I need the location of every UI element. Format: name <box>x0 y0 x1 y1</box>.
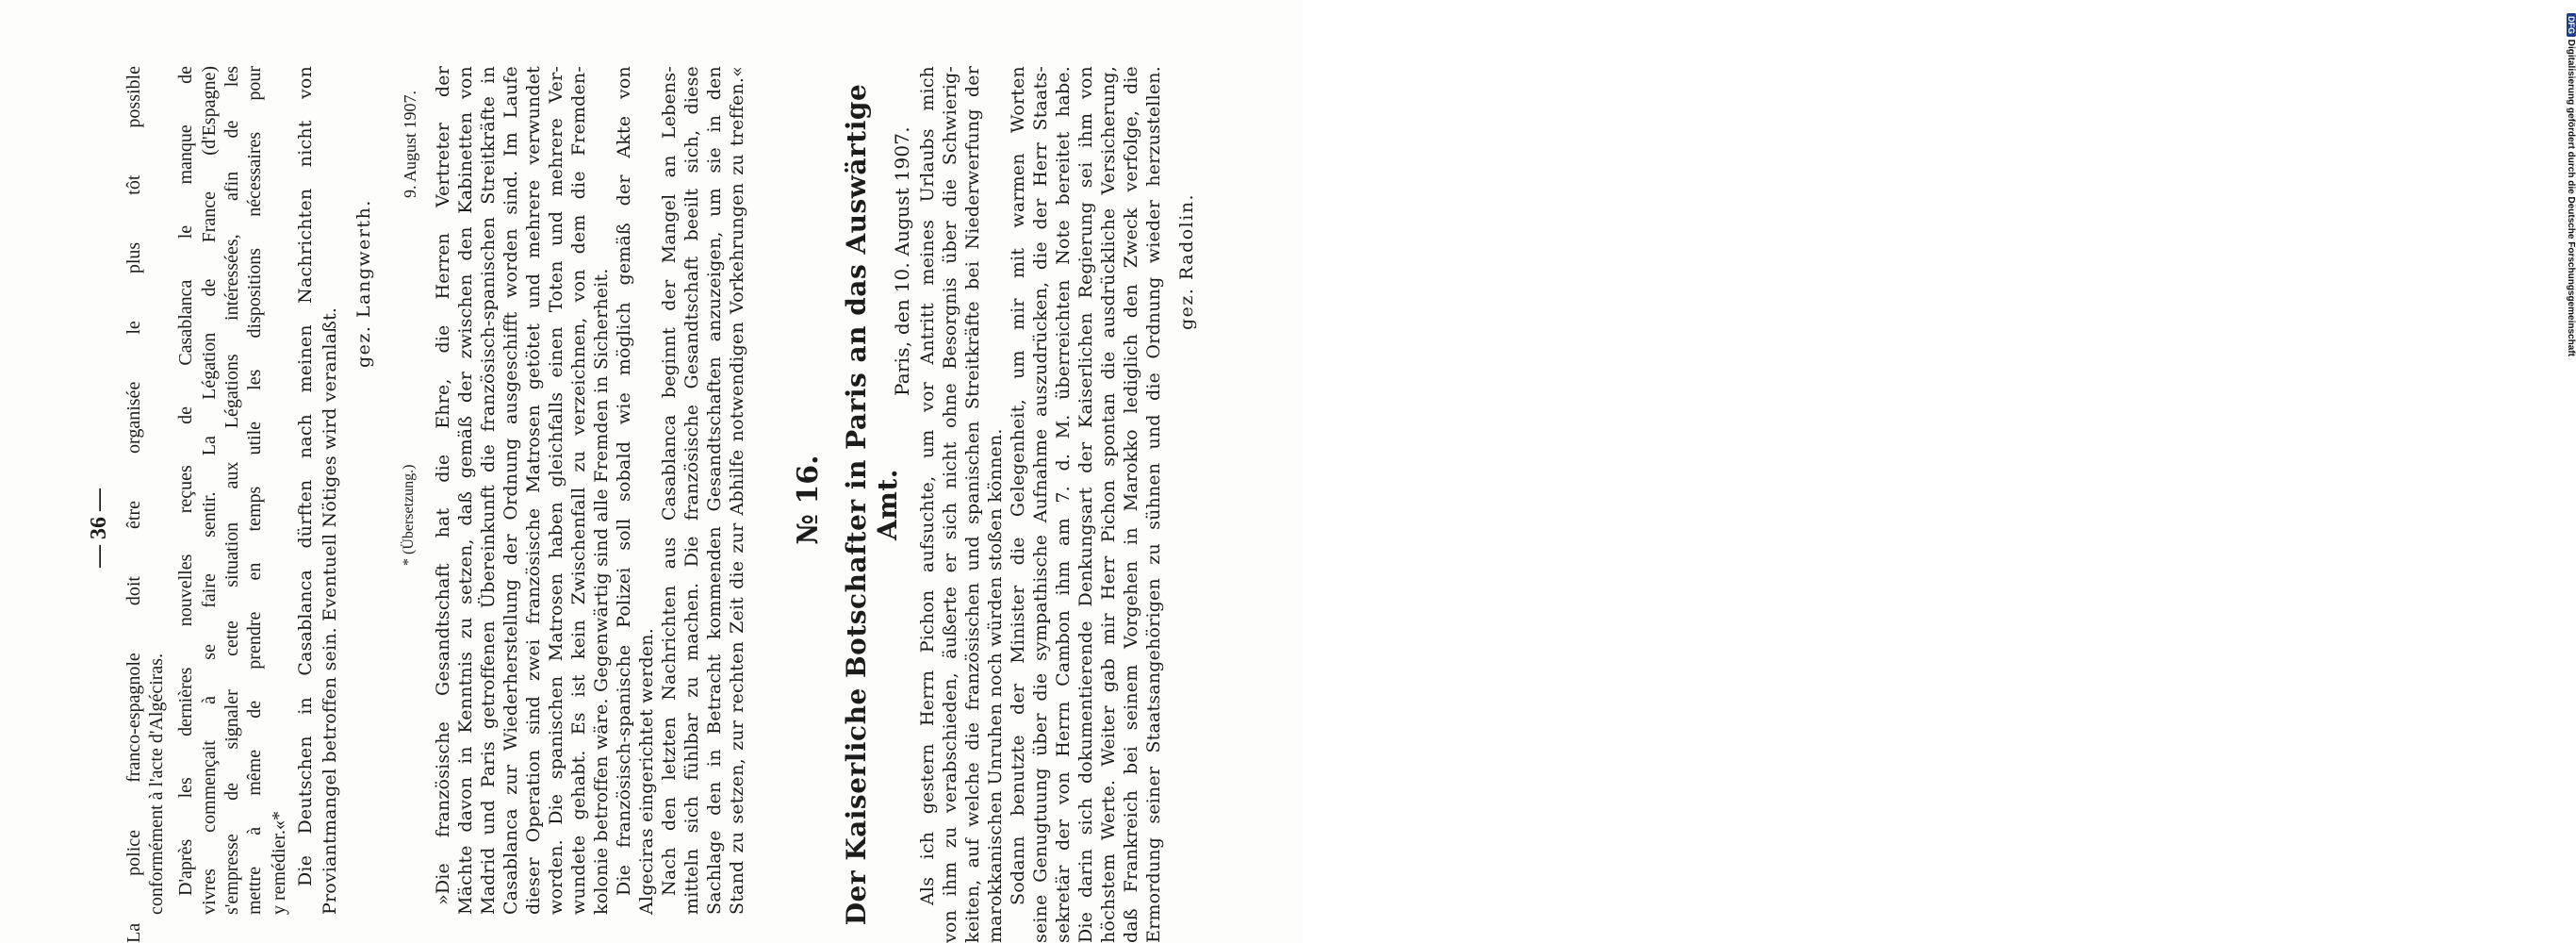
document-line: sekretär der von Herrn Cambon ihm am 7. d. M. überreichten Note bereitet habe. <box>1053 66 1074 943</box>
french-line: D'après les dernières nouvelles reçues de Casablanca le manque de <box>175 66 196 896</box>
signature: gez. Radolin. <box>1176 192 1197 330</box>
translation-line: Mächte davon in Kenntnis zu setzen, daß gemäß der zwischen den Kabinetten von <box>455 66 476 915</box>
translation-line: »Die französische Gesandtschaft hat die Ehre, die Herren Vertreter der <box>433 66 453 905</box>
german-line: Proviantmangel betroffen sein. Eventuell Nötiges wird veranlaßt. <box>320 306 340 915</box>
translation-line: Nach den letzten Nachrichten aus Casablanca beginnt der Mangel an Lebens- <box>659 66 680 896</box>
credit-label: Digitalisierung gefördert durch die Deutsche Forschungsgemeinschaft <box>2566 39 2576 356</box>
credit-sidebar <box>1281 0 2576 943</box>
document-line: Ermordung seiner Staatsangehörigen zu sühnen und die Ordnung wieder herzustellen. <box>1143 66 1164 943</box>
translation-line: Madrid und Paris getroffenen Übereinkunft die französisch-spanischen Streitkräfte in <box>478 66 499 915</box>
french-line: s'empresse de signaler cette situation aux Légations intéressées, afin de les <box>222 66 242 915</box>
signature: gez. Langwerth. <box>353 199 374 368</box>
document-line: höchstem Werte. Weiter gab mir Herr Pichon spontan die ausdrückliche Versicherung, <box>1098 66 1119 943</box>
french-line: La police franco-espagnole doit être organisée le plus tôt possible <box>123 66 144 943</box>
document-line: marokkanischen Unruhen noch würden stoßen können. <box>985 428 1006 943</box>
document-line: Sodann benutzte der Minister die Gelegenheit, um mir mit warmen Worten <box>1008 66 1028 905</box>
page-number: — 36 — <box>87 488 111 568</box>
french-line: y remédier.«* <box>269 811 289 915</box>
document-line: keiten, auf welche die französischen und spanischen Streitkräfte bei Niederwerfung der <box>962 66 983 943</box>
document-line: von ihm zu verabschieden, äußerte er sich nicht ohne Besorgnis über die Schwierig- <box>940 66 960 943</box>
german-line: Die Deutschen in Casablanca dürften nach meinen Nachrichten nicht von <box>295 66 316 886</box>
translation-line: mitteln sich fühlbar zu machen. Die französische Gesandtschaft beeilt sich, diese <box>681 66 702 915</box>
translation-marker: * (Übersetzung.) <box>401 464 417 566</box>
french-line: vivres commençait à se faire sentir. La Légation de France (d'Espagne) <box>199 66 220 915</box>
translation-line: wundete gehabt. Es ist kein Zwischenfall zu verzeichnen, von dem die Fremden- <box>568 66 589 915</box>
document-heading: Der Kaiserliche Botschafter in Paris an das Auswärtige Amt. <box>841 83 903 926</box>
dfg-logo: DFG <box>2567 13 2576 37</box>
document-line: Die darin sich dokumentierende Denkungsart der Kaiserlichen Regierung sei ihm von <box>1075 66 1096 943</box>
translation-line: Casablanca zur Wiederherstellung der Ordnung ausgeschifft worden sind. Im Laufe <box>500 66 521 915</box>
translation-line: worden. Die spanischen Matrosen haben gleichfalls einen Toten und mehrere Ver- <box>546 66 566 915</box>
translation-line: Stand zu setzen, zur rechten Zeit die zur Abhilfe notwendigen Vorkehrungen zu treffen.« <box>727 66 747 915</box>
translation-line: Die französisch-spanische Polizei soll sobald wie möglich gemäß der Akte von <box>614 66 634 896</box>
french-line: mettre à même de prendre en temps utile les dispositions nécessaires pour <box>244 66 265 915</box>
document-line: seine Genugtuung über die sympathische Aufnahme auszudrücken, die der Herr Staats- <box>1030 66 1051 943</box>
document-line: Als ich gestern Herrn Pichon aufsuchte, um vor Antritt meines Urlaubs mich <box>917 66 938 905</box>
credit-text <box>2566 9 2576 356</box>
translation-line: dieser Operation sind zwei französische Matrosen getötet und mehrere verwundet <box>523 66 544 915</box>
document-date: Paris, den 10. August 1907. <box>891 126 913 396</box>
translation-line: kolonie betroffen wäre. Gegenwärtig sind alle Fremden in Sicherheit. <box>591 268 612 915</box>
french-line: conformément à l'acte d'Algéciras. <box>146 653 167 915</box>
translation-line: Sachlage den in Betracht kommenden Gesandtschaften anzuzeigen, um sie in den <box>704 66 725 915</box>
document-number: № 16. <box>792 455 825 545</box>
rotated-page-content <box>47 66 1272 943</box>
document-line: daß Frankreich bei seinem Vorgehen in Marokko lediglich den Zweck verfolge, die <box>1121 66 1141 943</box>
translation-date: 9. August 1907. <box>401 90 419 198</box>
translation-line: Algeciras eingerichtet werden. <box>636 628 657 915</box>
